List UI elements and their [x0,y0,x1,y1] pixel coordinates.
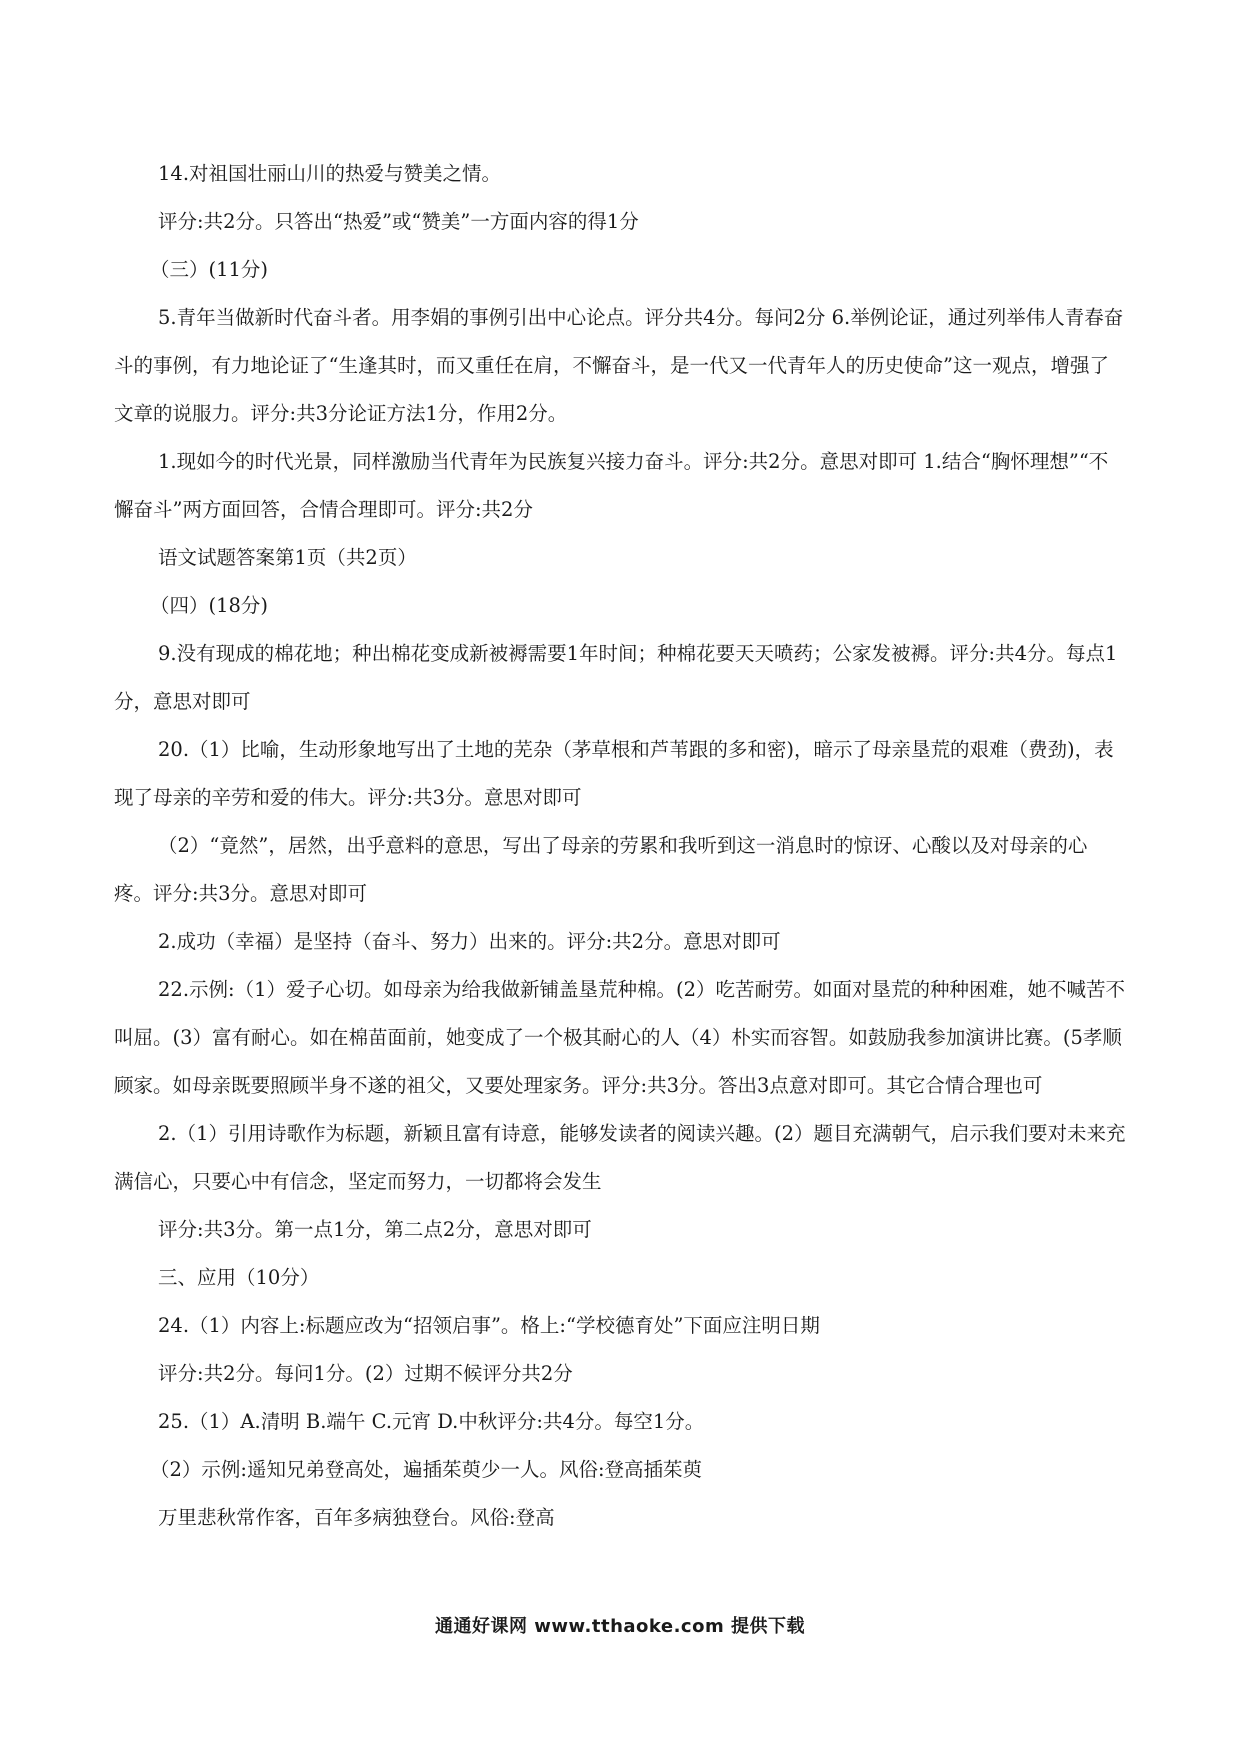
answer-21: 2.成功（幸福）是坚持（奋斗、努力）出来的。评分:共2分。意思对即可 [158,930,781,953]
scoring-14: 评分:共2分。只答出“热爱”或“赞美”一方面内容的得1分 [158,210,639,233]
answer-25-1: 25.（1）A.清明 B.端午 C.元宵 D.中秋评分:共4分。每空1分。 [158,1410,705,1433]
answer-7-8: 1.现如今的时代光景，同样激励当代青年为民族复兴接力奋斗。评分:共2分。意思对即可 1.结合“胸怀理想”“不懈奋斗”两方面回答，合情合理即可。评分:共2分 [114,450,1109,521]
answer-20-2: （2）“竟然”，居然，出乎意料的意思，写出了母亲的劳累和我听到这一消息时的惊讶、心酸以及对母亲的心疼。评分:共3分。意思对即可 [114,834,1088,905]
section-application-heading: 三、应用（10分） [158,1266,320,1289]
page-marker: 语文试题答案第1页（共2页） [158,546,417,569]
section-three-heading: （三）(11分) [150,258,269,281]
answer-24: 24.（1）内容上:标题应改为“招领启事”。格上:“学校德育处”下面应注明日期 [158,1314,820,1337]
section-four-heading: （四）(18分) [150,594,269,617]
scoring-24: 评分:共2分。每问1分。(2）过期不候评分共2分 [158,1362,573,1385]
document-body [114,150,1126,1542]
answer-23: 2.（1）引用诗歌作为标题，新颖且富有诗意，能够发读者的阅读兴趣。(2）题目充满朝气，启示我们要对未来充满信心，只要心中有信念，坚定而努力，一切都将会发生 [114,1122,1126,1193]
page-footer: 通通好课网 www.tthaoke.com 提供下载 [435,1616,805,1637]
answer-5-6: 5.青年当做新时代奋斗者。用李娟的事例引出中心论点。评分共4分。每问2分 6.举例论证，通过列举伟人青春奋斗的事例，有力地论证了“生逢其时，而又重任在肩，不懈奋斗，是一代又一代青年人的历史使命”这一观点，增强了文章的说服力。评分:共3分论证方法1分，作用2分。 [114,306,1124,425]
scoring-23: 评分:共3分。第一点1分，第二点2分，意思对即可 [158,1218,592,1241]
answer-20-1: 20.（1）比喻，生动形象地写出了土地的芜杂（茅草根和芦苇跟的多和密)，暗示了母亲垦荒的艰难（费劲)，表现了母亲的辛劳和爱的伟大。评分:共3分。意思对即可 [114,738,1114,809]
answer-19: 9.没有现成的棉花地；种出棉花变成新被褥需要1年时间；种棉花要天天喷药；公家发被褥。评分:共4分。每点1分，意思对即可 [114,642,1118,713]
answer-25-2: （2）示例:遥知兄弟登高处，遍插茱萸少一人。风俗:登高插茱萸 [150,1458,703,1481]
answer-22: 22.示例:（1）爱子心切。如母亲为给我做新铺盖垦荒种棉。(2）吃苦耐劳。如面对垦荒的种种困难，她不喊苦不叫屈。(3）富有耐心。如在棉苗面前，她变成了一个极其耐心的人（4）朴实而容智。如鼓励我参加演讲比赛。(5孝顺顾家。如母亲既要照顾半身不遂的祖父，又要处理家务。评分:共3分。答出3点意对即可。其它合情合理也可 [114,978,1126,1097]
answer-25-2-alt: 万里悲秋常作客，百年多病独登台。风俗:登高 [158,1506,555,1529]
answer-14: 14.对祖国壮丽山川的热爱与赞美之情。 [158,162,502,185]
